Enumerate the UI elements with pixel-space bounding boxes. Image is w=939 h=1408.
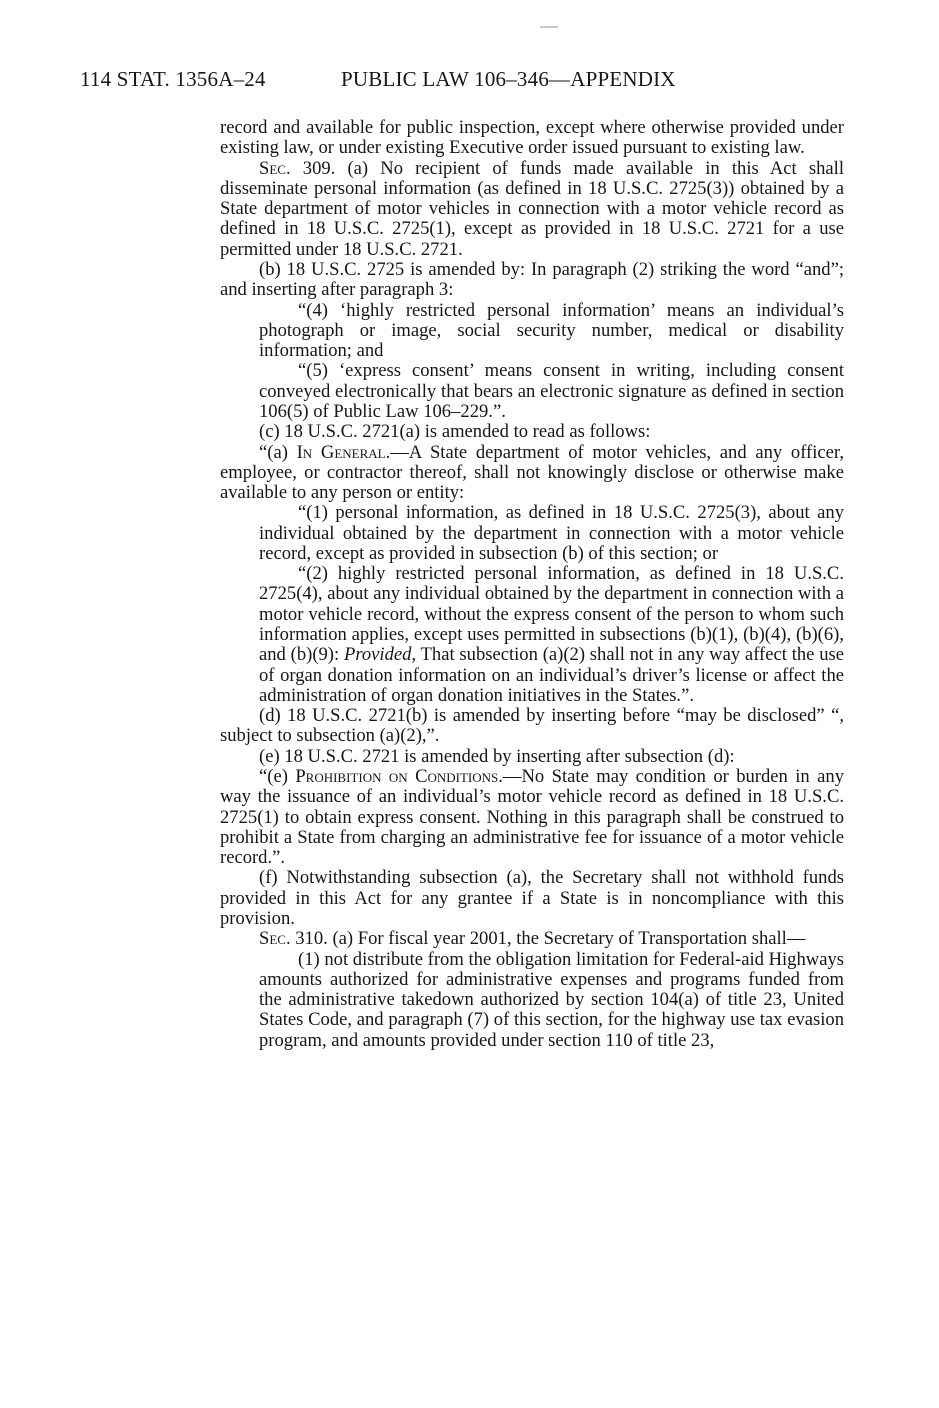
paragraph-continuation: record and available for public inspection, except where otherwise provided under existing law, or under existing Executive order issued pursuant to existing law. [220,117,844,159]
section-309-f: (f) Notwithstanding subsection (a), the Secretary shall not withhold funds provided in this Act for any grantee if a State is in noncompliance with this provision. [220,867,844,929]
quoted-paragraph-4: “(4) ‘highly restricted personal information’ means an individual’s photograph or image, social security number, medical or disability information; and [259,299,844,362]
quoted-item-2: “(2) highly restricted personal information, as defined in 18 U.S.C. 2725(4), about any individual obtained by the department in connection with a motor vehicle record, without the express consent of the person to whom such information applies, except uses permitted in subsections (b)(1), (b)(4), (b)(6), and (b)(9): Provided, That subsection (a)(2) shall not in any way affect the use of organ donation information on an individual’s driver’s license or affect the administration of organ donation initiatives in the States.”. [259,563,844,706]
body-text [220,118,844,1051]
provided-proviso: Provided [343,644,412,666]
section-310-item-1: (1) not distribute from the obligation limitation for Federal-aid Highways amounts authorized for administrative expenses and programs funded from the administrative takedown authorized by section 104(a) of title 23, United States Code, and paragraph (7) of this section, for the highway use tax evasion program, and amounts provided under section 110 of title 23, [259,948,844,1051]
heading-in-general: In General [296,441,386,463]
section-309-e: (e) 18 U.S.C. 2721 is amended by inserting after subsection (d): [259,745,735,767]
sec-label: Sec [259,928,286,950]
law-title: PUBLIC LAW 106–346—APPENDIX [341,67,676,91]
stat-reference: 114 STAT. 1356A–24 [80,67,266,91]
heading-prohibition-on-conditions: Prohibition on Conditions [295,766,499,787]
section-309-d: (d) 18 U.S.C. 2721(b) is amended by inserting before “may be disclosed” “, subject to subsection (a)(2),”. [220,705,844,747]
quoted-subsection-a: “(a) In General.—A State department of motor vehicles, and any officer, employee, or contractor thereof, shall not knowingly disclose or otherwise make available to any person or entity: [220,441,845,504]
section-309-a [220,159,844,260]
section-309-b: (b) 18 U.S.C. 2725 is amended by: In paragraph (2) striking the word “and”; and inserting after paragraph 3: [220,258,844,301]
scan-mark [540,26,558,28]
section-309-c: (c) 18 U.S.C. 2721(a) is amended to read as follows: [259,421,651,443]
section-309-a-text: . 309. (a) No recipient of funds made available in this Act shall disseminate personal information (as defined in 18 U.S.C. 2725(3)) obtained by a State department of motor vehicles in connection with a motor vehicle record as defined in 18 U.S.C. 2725(1), except as provided in 18 U.S.C. 2721 for a use permitted under 18 U.S.C. 2721. [220,157,844,260]
section-310-a [220,929,844,949]
sec-label: Sec [259,157,286,179]
section-310-a-text: . 310. (a) For fiscal year 2001, the Secretary of Transportation shall— [285,928,806,950]
quoted-paragraph-5: “(5) ‘express consent’ means consent in writing, including consent conveyed electronically that bears an electronic signature as defined in section 106(5) of Public Law 106–229.”. [259,360,844,422]
quoted-item-1: “(1) personal information, as defined in 18 U.S.C. 2725(3), about any individual obtained by the department in connection with a motor vehicle record, except as provided in subsection (b) of this section; or [259,502,844,564]
quoted-subsection-e: “(e) Prohibition on Conditions.—No State may condition or burden in any way the issuance of an individual’s motor vehicle record as defined in 18 U.S.C. 2725(1) to obtain express consent. Nothing in this paragraph shall be construed to prohibit a State from charging an administrative fee for issuance of a motor vehicle record.”. [220,766,844,869]
